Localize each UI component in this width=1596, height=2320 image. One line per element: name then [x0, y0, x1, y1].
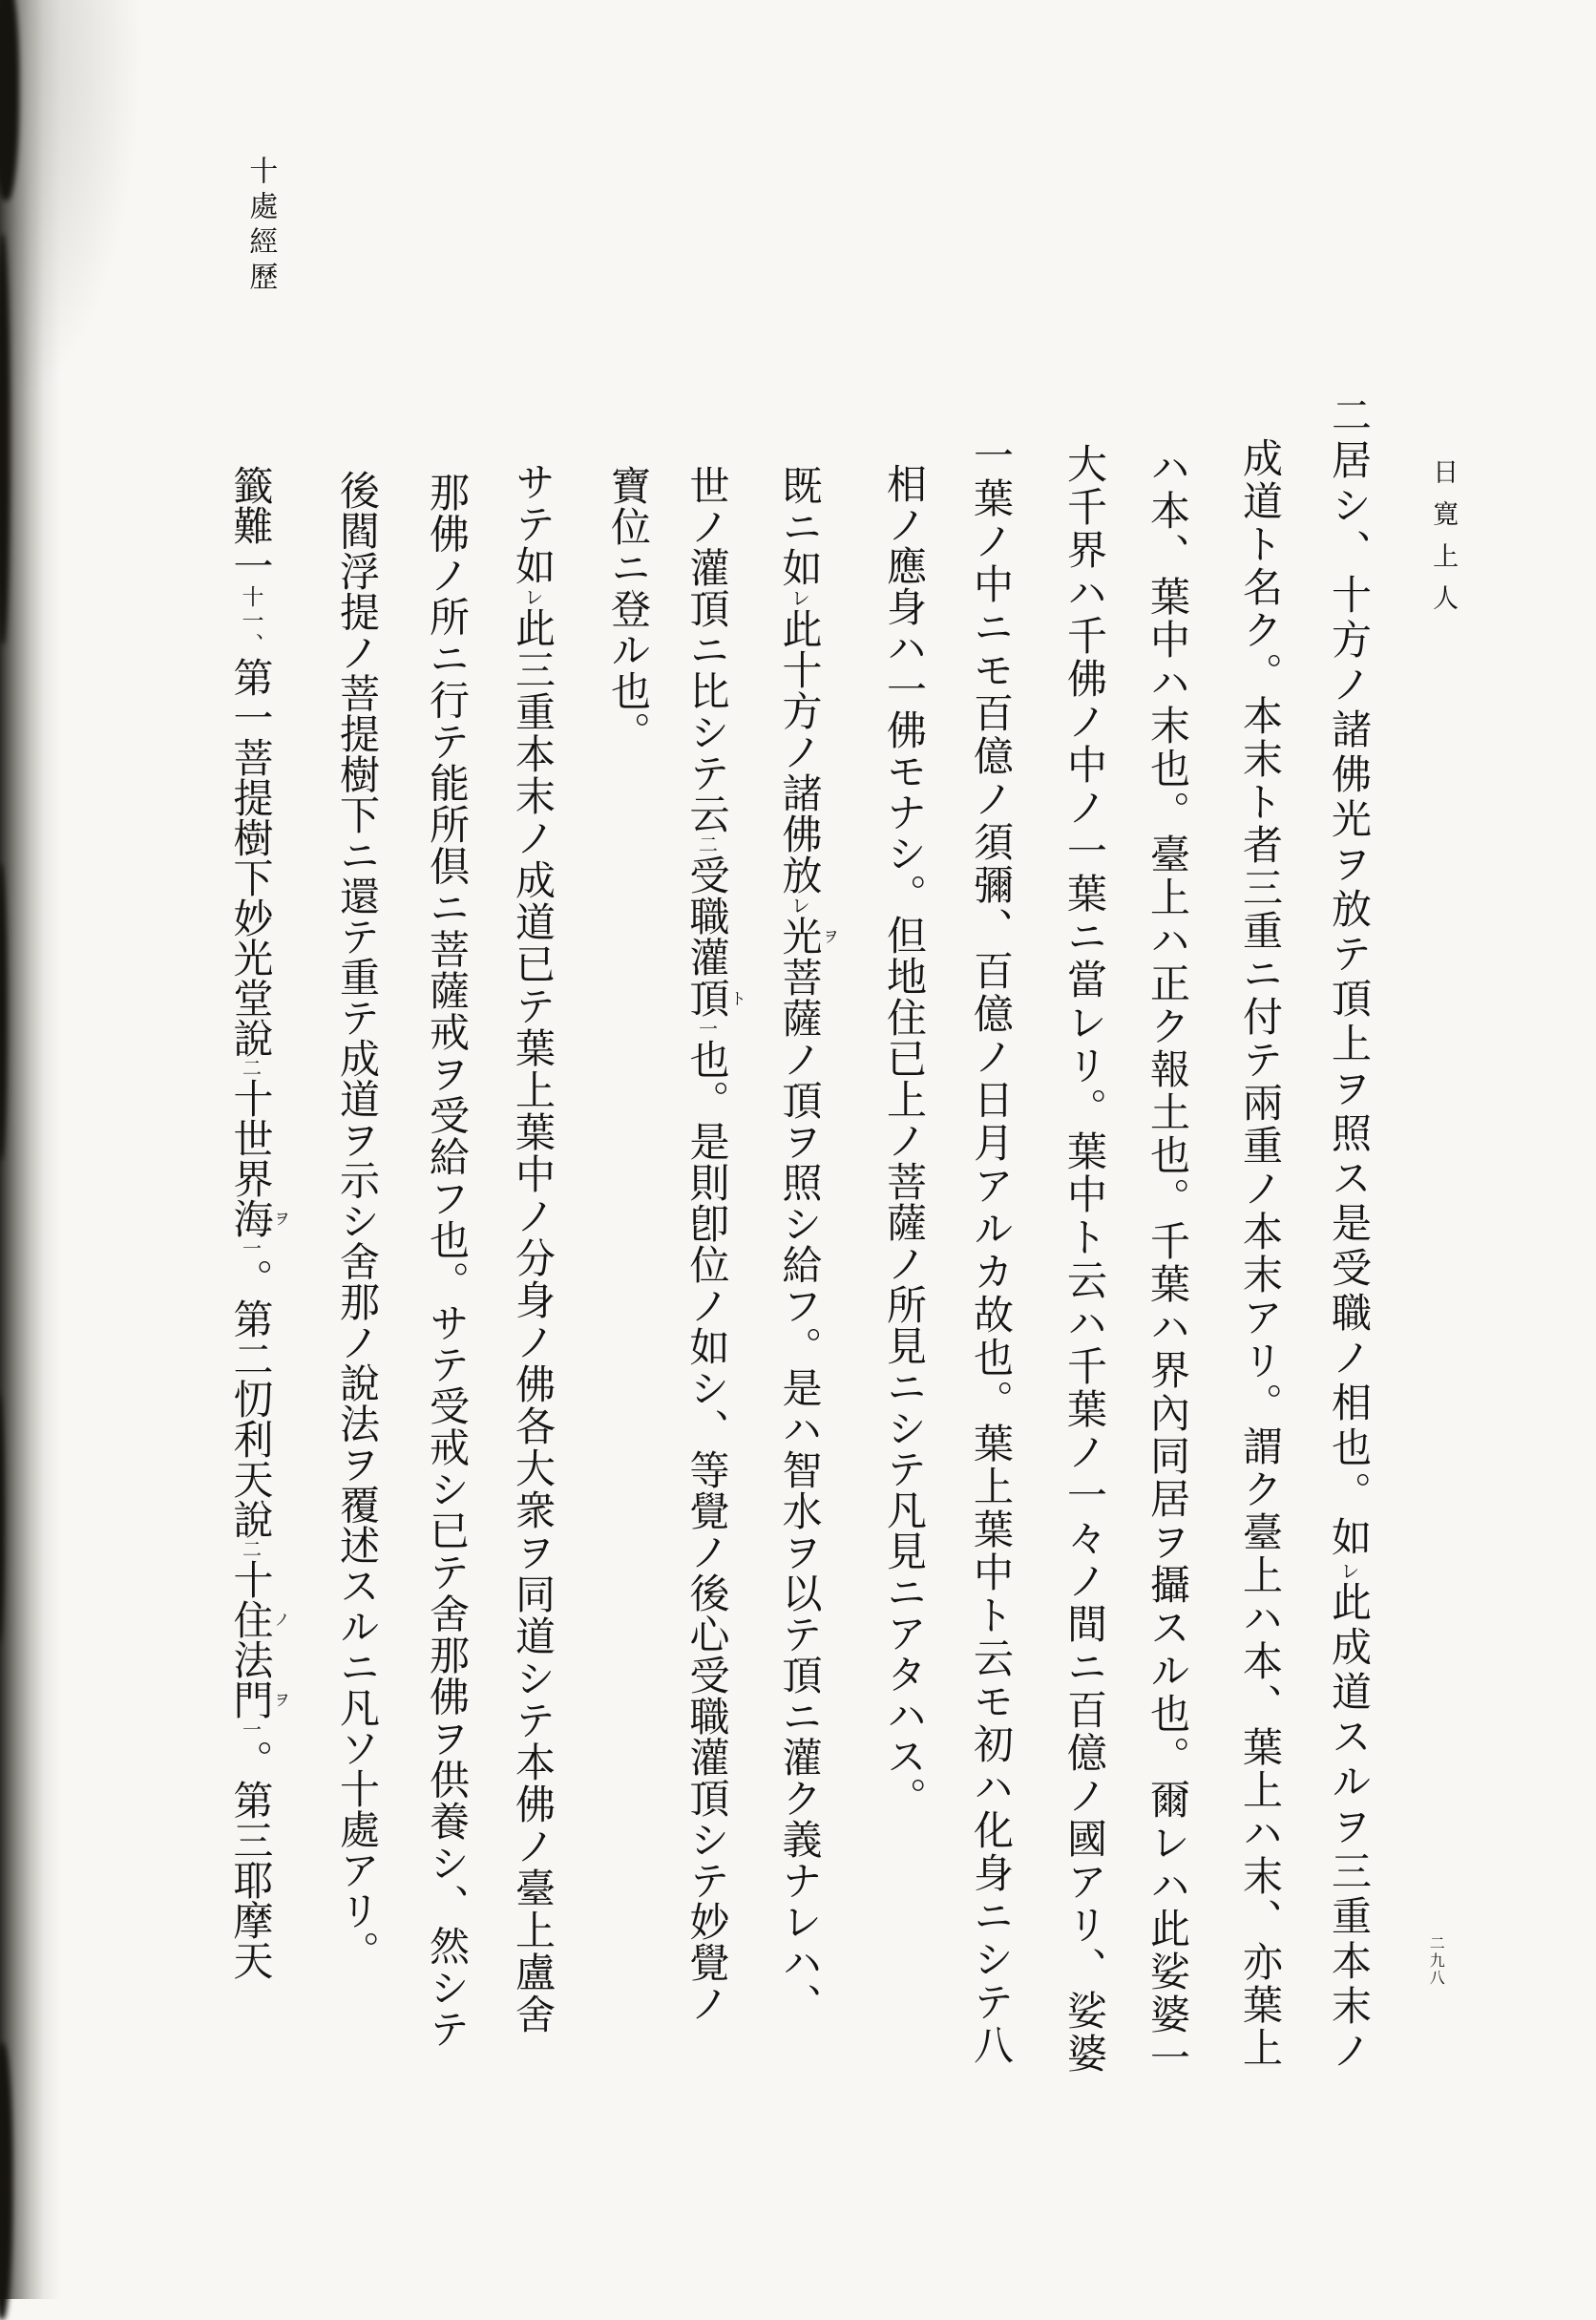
author-running-header: 日寛上人: [1428, 458, 1459, 626]
text-column: 世ノ灌頂ニ比シテ云二受職灌頂ト一也。是則卽位ノ如シ、等覺ノ後心受職灌頂シテ妙覺ノ: [683, 465, 746, 2024]
text-column: 大千界ハ千佛ノ中ノ一葉ニ當レリ。葉中ト云ハ千葉ノ一々ノ間ニ百億ノ國アリ、娑婆: [1061, 443, 1108, 2076]
text-column: サテ如レ此三重本末ノ成道已テ葉上葉中ノ分身ノ佛各大衆ヲ同道シテ本佛ノ臺上盧舍: [510, 461, 556, 2035]
text-column: 寶位ニ登ル也。: [605, 465, 652, 752]
page-number: 二九八: [1427, 1935, 1446, 1987]
scan-corner-shade: [0, 0, 143, 411]
text-column: 既ニ如レ此十方ノ諸佛放レ光ヲ菩薩ノ頂ヲ照シ給フ。是ハ智水ヲ以テ頂ニ灌ク義ナレハ、: [776, 465, 838, 2024]
text-column: 一葉ノ中ニモ百億ノ須彌、百億ノ日月アルカ故也。葉上葉中ト云モ初ハ化身ニシテ八: [968, 434, 1015, 2067]
text-column: 成道ト名ク。本末ト者三重ニ付テ兩重ノ本末アリ。謂ク臺上ハ本、葉上ハ末、亦葉上: [1237, 437, 1284, 2070]
text-column: 後閻浮提ノ菩提樹下ニ還テ重テ成道ヲ示シ舍那ノ說法ヲ覆述スルニ凡ソ十處アリ。: [334, 470, 381, 1972]
text-column: 相ノ應身ハ一佛モナシ。但地住已上ノ菩薩ノ所見ニシテ凡見ニアタハス。: [881, 463, 928, 1818]
section-title-vertical: 十處經歷: [243, 156, 278, 297]
text-column: ハ本、葉中ハ末也。臺上ハ正ク報土也。千葉ハ界內同居ヲ攝スル也。爾レハ此娑婆一: [1144, 447, 1191, 2079]
text-column: 籤難一十一、第一菩提樹下妙光堂說二十世界海ヲ一。第二忉利天說二十住ノ法門ヲ一。第三耶摩天: [227, 465, 289, 1980]
text-column: 二居シ、十方ノ諸佛光ヲ放テ頂上ヲ照ス是受職ノ相也。如レ此成道スルヲ三重本末ノ: [1326, 394, 1373, 2075]
text-column: 那佛ノ所ニ行テ能所倶ニ菩薩戒ヲ受給フ也。サテ受戒シ已テ舍那佛ヲ供養シ、然シテ: [424, 472, 471, 2050]
